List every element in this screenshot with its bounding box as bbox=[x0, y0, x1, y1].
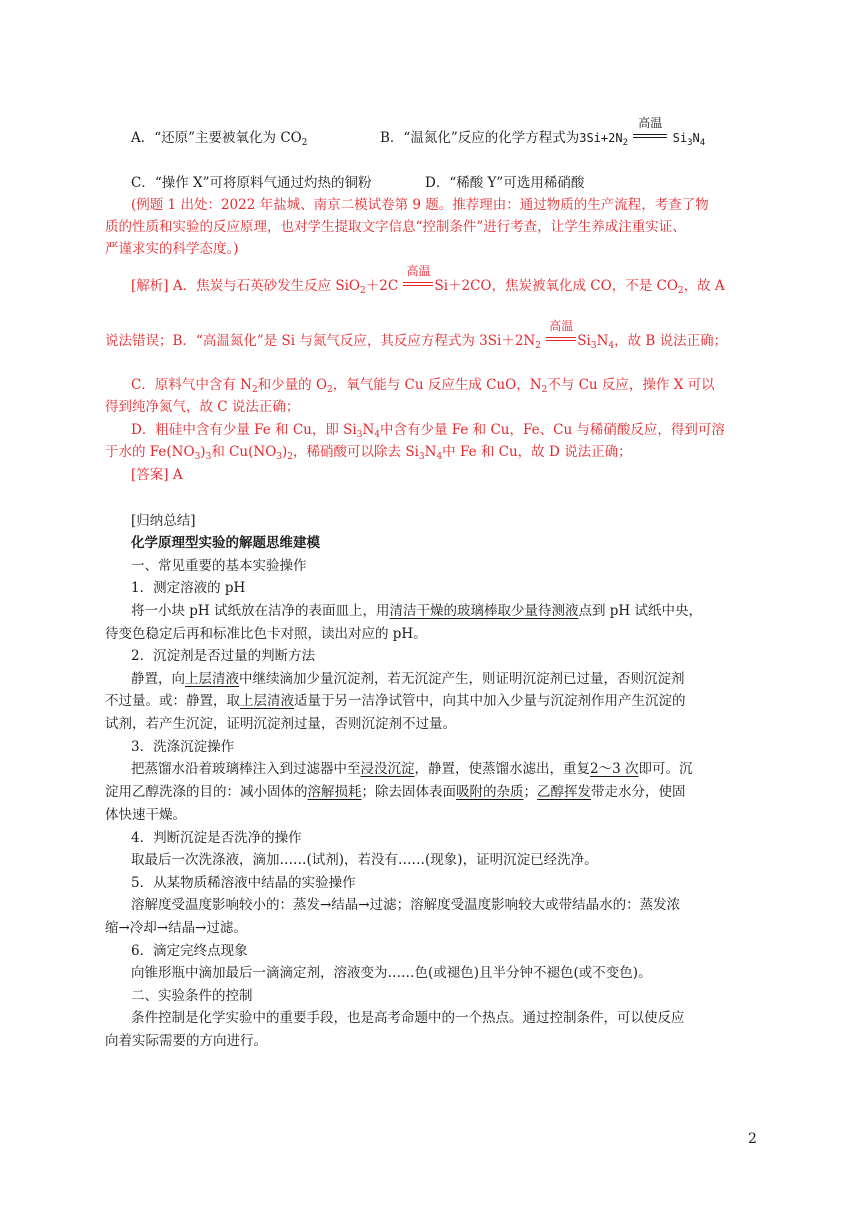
item-3-line3: 体快速干燥。 bbox=[105, 807, 186, 823]
source-note-line2: 质的性质和实验的反应原理，也对学生提取文字信息“控制条件”进行考查，让学生养成注重实证、 bbox=[105, 219, 686, 235]
analysis-line4: 得到纯净氮气，故 C 说法正确； bbox=[105, 399, 300, 415]
summary-tag: [归纳总结] bbox=[131, 513, 196, 529]
item-1-line2: 待变色稳定后再和标准比色卡对照，读出对应的 pH。 bbox=[105, 626, 427, 642]
option-a: A．“还原”主要被氧化为 $CO_2$ bbox=[131, 130, 308, 148]
analysis-line6: 于水的 $Fe(NO_3)_3$和 $Cu(NO_3)_2$，稀硝酸可以除去 $Si_3N_4$中 Fe 和 Cu，故 D 说法正确； bbox=[105, 444, 632, 462]
item-4-title: 4．判断沉淀是否洗净的操作 bbox=[131, 830, 302, 846]
section-1-heading: 一、常见重要的基本实验操作 bbox=[131, 558, 307, 574]
item-2-line3: 试剂，若产生沉淀，证明沉淀剂过量，否则沉淀剂不过量。 bbox=[105, 716, 456, 732]
answer: [答案] A bbox=[131, 467, 183, 483]
analysis-line5: D．粗硅中含有少量 Fe 和 Cu，即 $Si_3N_4$中含有少量 Fe 和 Cu，Fe、Cu 与稀硝酸反应，得到可溶 bbox=[131, 422, 725, 440]
section-2-line1: 条件控制是化学实验中的重要手段，也是高考命题中的一个热点。通过控制条件，可以使反应 bbox=[131, 1010, 685, 1026]
item-4-line1: 取最后一次洗涤液，滴加……(试剂)，若没有……(现象)，证明沉淀已经洗净。 bbox=[131, 852, 598, 868]
item-6-line1: 向锥形瓶中滴加最后一滴滴定剂，溶液变为……色(或褪色)且半分钟不褪色(或不变色)。 bbox=[131, 965, 652, 981]
item-5-title: 5．从某物质稀溶液中结晶的实验操作 bbox=[131, 875, 356, 891]
item-3-title: 3．洗涤沉淀操作 bbox=[131, 739, 235, 755]
item-3-line1: 把蒸馏水沿着玻璃棒注入到过滤器中至浸没沉淀，静置，使蒸馏水滤出，重复2～3 次即可。沉 bbox=[131, 761, 693, 777]
item-5-line2: 缩→冷却→结晶→过滤。 bbox=[105, 920, 247, 936]
analysis-line1: [解析] A．焦炭与石英砂发生反应 SiO$_2$＋2C 高温 Si＋2CO，焦炭被氧化成 CO，不是 $CO_2$，故 A bbox=[131, 264, 725, 296]
item-3-line2: 淀用乙醇洗涤的目的：减小固体的溶解损耗；除去固体表面吸附的杂质；乙醇挥发带走水分，使固 bbox=[105, 784, 686, 800]
analysis-line2: 说法错误；B．“高温氮化”是 Si 与氮气反应，其反应方程式为 $3Si+2N_2$ 高温 $Si_3N_4$，故 B 说法正确； bbox=[105, 319, 728, 351]
analysis-line3: C．原料气中含有 $N_2$和少量的 $O_2$，氧气能与 Cu 反应生成 CuO，$N_2$不与 Cu 反应，操作 X 可以 bbox=[131, 377, 715, 395]
item-1-title: 1．测定溶液的 pH bbox=[131, 580, 246, 596]
option-c: C．“操作 X”可将原料气通过灼热的铜粉 bbox=[131, 175, 372, 191]
section-2-line2: 向着实际需要的方向进行。 bbox=[105, 1033, 267, 1049]
item-2-line2: 不过量。或：静置，取上层清液适量于另一洁净试管中，向其中加入少量与沉淀剂作用产生沉淀的 bbox=[105, 693, 686, 709]
item-6-title: 6．滴定完终点现象 bbox=[131, 943, 248, 959]
summary-title: 化学原理型实验的解题思维建模 bbox=[131, 535, 320, 551]
section-2-heading: 二、实验条件的控制 bbox=[131, 988, 253, 1004]
item-5-line1: 溶解度受温度影响较小的：蒸发→结晶→过滤；溶解度受温度影响较大或带结晶水的：蒸发浓 bbox=[131, 897, 681, 913]
source-note-line3: 严谨求实的科学态度。) bbox=[105, 241, 239, 257]
source-note-line1: (例题 1 出处：2022 年盐城、南京二模试卷第 9 题。推荐理由：通过物质的生产流程，考查了物 bbox=[131, 197, 709, 213]
option-d: D．“稀酸 Y”可选用稀硝酸 bbox=[425, 175, 585, 191]
item-2-line1: 静置，向上层清液中继续滴加少量沉淀剂，若无沉淀产生，则证明沉淀剂已过量，否则沉淀剂 bbox=[131, 671, 685, 687]
item-1-line1: 将一小块 pH 试纸放在洁净的表面皿上，用清洁干燥的玻璃棒取少量待测液点到 pH 试纸中央， bbox=[131, 603, 702, 619]
page-number: 2 bbox=[748, 1131, 757, 1147]
item-2-title: 2．沉淀剂是否过量的判断方法 bbox=[131, 648, 316, 664]
option-b: B．“温氮化”反应的化学方程式为$3Si+2N_2$ 高温 $Si_3N_4$ bbox=[380, 116, 706, 148]
reaction-condition: 高温 bbox=[633, 128, 667, 148]
